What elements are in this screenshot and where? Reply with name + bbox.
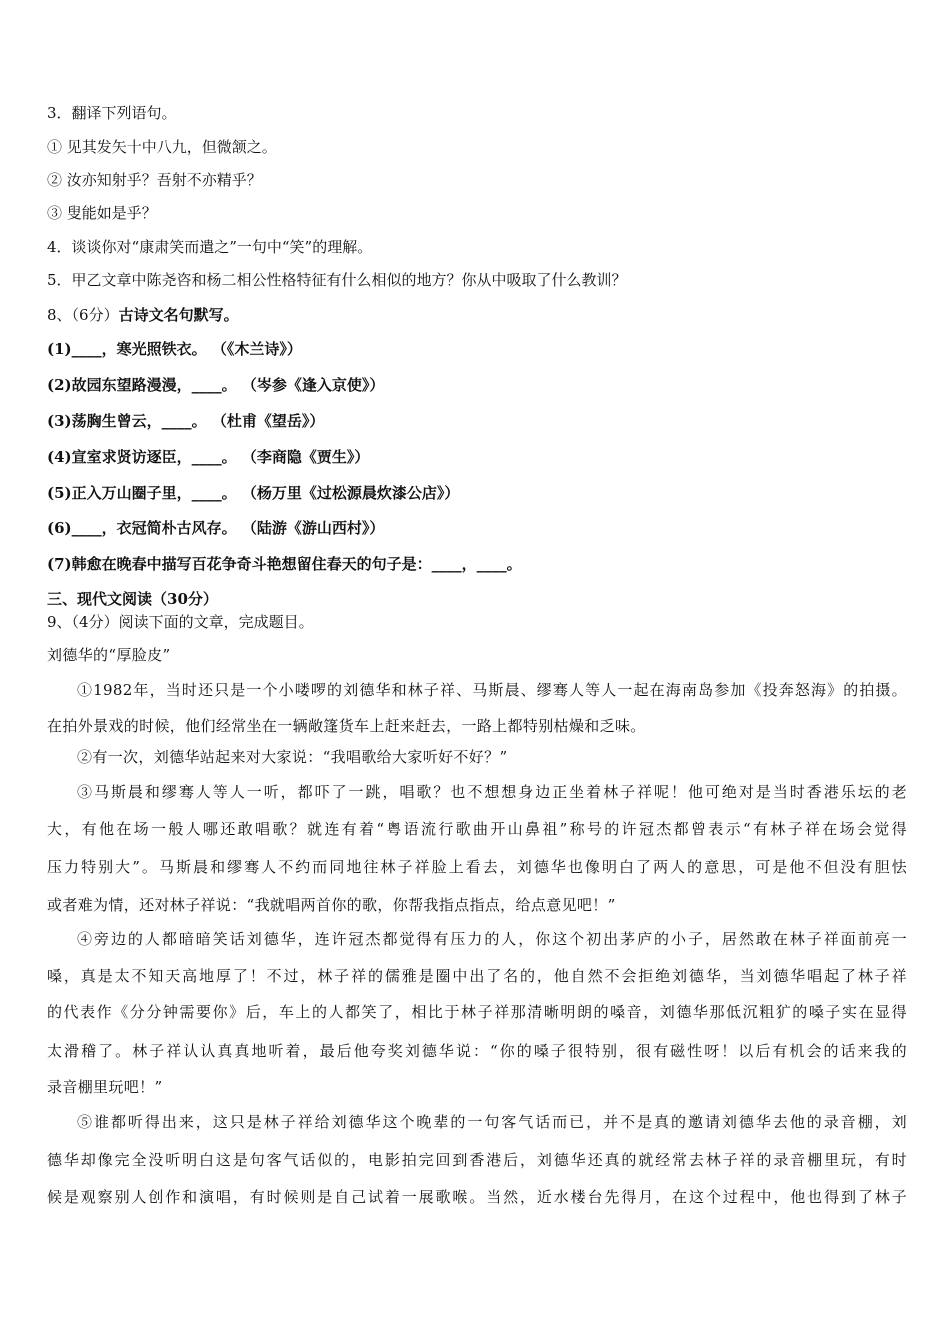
article-line: 大，有他在场一般人哪还敢唱歌？就连有着“粤语流行歌曲开山鼻祖”称号的许冠杰都曾表示“有林子祥在场会觉得: [47, 820, 907, 838]
q8-item-6-text: (6)____，衣冠简朴古风存。: [47, 519, 237, 537]
q8-item-3-source: （杜甫《望岳》）: [211, 412, 325, 430]
article-line: ②有一次，刘德华站起来对大家说：“我唱歌给大家听好不好？”: [77, 748, 508, 766]
q8-item-1: [47, 339, 907, 359]
q8-item-2-text: (2)故园东望路漫漫，____。: [47, 376, 237, 394]
article-line: 嗓，真是太不知天高地厚了！不过，林子祥的儒雅是圈中出了名的，他自然不会拒绝刘德华，当刘德华唱起了林子祥: [47, 967, 907, 985]
q8-item-5-source: （杨万里《过松源晨炊漆公店》）: [241, 484, 460, 502]
q8-item-3-text: (3)荡胸生曾云，____。: [47, 412, 207, 430]
article-line: ③马斯晨和缪骞人等人一听，都吓了一跳，唱歌？也不想想身边正坐着林子祥呢！他可绝对是当时香港乐坛的老: [77, 783, 907, 801]
q8-title: 古诗文名句默写。: [118, 306, 239, 324]
q8-heading: [47, 305, 907, 325]
q8-item-6-source: （陆游《游山西村》）: [241, 519, 385, 537]
q5-text: 5．甲乙文章中陈尧咨和杨二相公性格特征有什么相似的地方？你从中吸取了什么教训？: [47, 271, 627, 289]
q8-item-4-text: (4)宣室求贤访逐臣，____。: [47, 448, 237, 466]
q8-item-2: [47, 375, 907, 395]
q8-item-1-source: （《木兰诗》）: [211, 340, 302, 358]
article-line: ①1982年，当时还只是一个小喽啰的刘德华和林子祥、马斯晨、缪骞人等人一起在海南岛参加《投奔怒海》的拍摄。: [77, 681, 907, 699]
article-line: 太滑稽了。林子祥认认真真地听着，最后他夸奖刘德华说：“你的嗓子很特别，很有磁性呀！以后有机会的话来我的: [47, 1042, 907, 1060]
article-line: 的代表作《分分钟需要你》后，车上的人都笑了，相比于林子祥那清晰明朗的嗓音，刘德华那低沉粗犷的嗓子实在显得: [47, 1003, 907, 1021]
article-line: 或者难为情，还对林子祥说：“我就唱两首你的歌，你帮我指点指点，给点意见吧！”: [47, 896, 616, 914]
q8-item-5: [47, 483, 907, 503]
q9-text: 9、（4分）阅读下面的文章，完成题目。: [47, 613, 314, 631]
q8-item-6: [47, 518, 907, 538]
q8-item-1-text: (1)____，寒光照铁衣。: [47, 340, 207, 358]
q3-item-3: ③ 叟能如是乎？: [47, 204, 157, 222]
q3-item-2: ② 汝亦知射乎？吾射不亦精乎？: [47, 171, 262, 189]
article-line: 在拍外景戏的时候，他们经常坐在一辆敞篷货车上赶来赶去，一路上都特别枯燥和乏味。: [47, 717, 646, 735]
q3-item-1: ① 见其发矢十中八九，但微颔之。: [47, 138, 277, 156]
article-line: 压力特别大”。马斯晨和缪骞人不约而同地往林子祥脸上看去，刘德华也像明白了两人的意思，可是他不但没有胆怯: [47, 858, 907, 876]
article-title: 刘德华的“厚脸皮”: [47, 646, 171, 664]
q8-item-4: [47, 447, 907, 467]
q8-item-5-text: (5)正入万山圈子里，____。: [47, 484, 237, 502]
q8-item-3: [47, 411, 907, 431]
article-line: 录音棚里玩吧！”: [47, 1078, 163, 1096]
article-line: ④旁边的人都暗暗笑话刘德华，连许冠杰都觉得有压力的人，你这个初出茅庐的小子，居然敢在林子祥面前亮一: [77, 930, 907, 948]
q8-item-4-source: （李商隐《贾生》）: [241, 448, 370, 466]
q3-title: 3．翻译下列语句。: [47, 104, 177, 122]
q4-text: 4．谈谈你对“康肃笑而遣之”一句中“笑”的理解。: [47, 238, 373, 256]
q8-item-7: (7)韩愈在晚春中描写百花争奇斗艳想留住春天的句子是：____，____。: [47, 555, 522, 573]
article-line: ⑤谁都听得出来，这只是林子祥给刘德华这个晚辈的一句客气话而已，并不是真的邀请刘德华去他的录音棚，刘: [77, 1113, 907, 1131]
q8-item-2-source: （岑参《逢入京使》）: [241, 376, 385, 394]
section-3-heading: 三、现代文阅读（30分）: [47, 590, 218, 608]
q8-prefix: 8、（6分）: [47, 306, 119, 324]
article-line: 德华却像完全没听明白这是句客气话似的，电影拍完回到香港后，刘德华还真的就经常去林子祥的录音棚里玩，有时: [47, 1151, 907, 1169]
article-line: 候是观察别人创作和演唱，有时候则是自己试着一展歌喉。当然，近水楼台先得月，在这个过程中，他也得到了林子: [47, 1188, 907, 1206]
